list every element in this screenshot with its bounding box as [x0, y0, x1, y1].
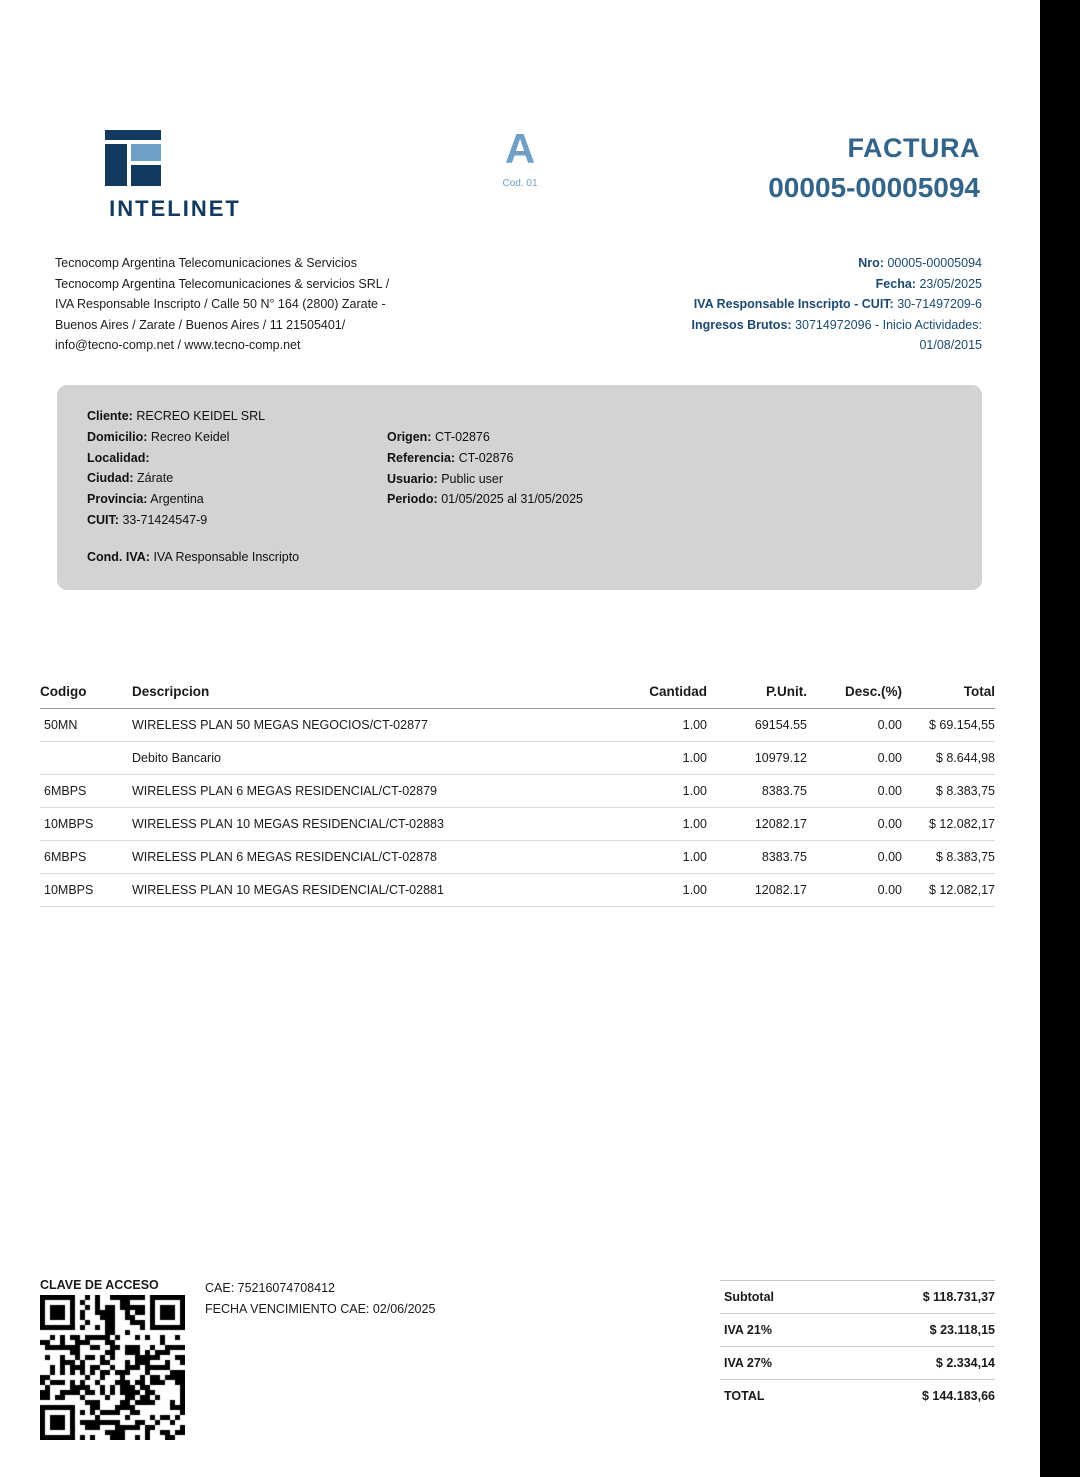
- client-field-value: 01/05/2025 al 31/05/2025: [441, 492, 583, 507]
- qr-code-icon: [40, 1295, 185, 1440]
- client-field-value: Argentina: [150, 492, 204, 507]
- client-field-label: Origen:: [387, 430, 432, 444]
- table-row: [40, 742, 995, 775]
- client-field-label: Usuario:: [387, 471, 438, 486]
- client-field-value: CT-02876: [458, 450, 514, 465]
- client-field-value: Zárate: [137, 471, 174, 486]
- client-field-value: Public user: [441, 471, 504, 486]
- totals-value: $ 118.731,37: [837, 1281, 995, 1314]
- client-field: [87, 468, 265, 489]
- company-line: IVA Responsable Inscripto / Calle 50 N° 164 (2800) Zarate -: [55, 297, 386, 311]
- cell-punit: 12082.17: [707, 808, 807, 841]
- clave-de-acceso-label: CLAVE DE ACCESO: [40, 1278, 159, 1292]
- client-field-label: Domicilio:: [87, 429, 148, 444]
- cell-total: $ 8.383,75: [902, 775, 995, 808]
- client-field: [87, 448, 265, 469]
- invoice-letter: A: [504, 125, 536, 172]
- cell-codigo: 50MN: [40, 709, 132, 742]
- totals-table: [720, 1280, 995, 1412]
- column-header-cantidad: Cantidad: [612, 678, 707, 709]
- cell-descripcion: WIRELESS PLAN 10 MEGAS RESIDENCIAL/CT-02881: [132, 874, 612, 907]
- client-iva-label: Cond. IVA:: [87, 550, 150, 564]
- cell-punit: 10979.12: [707, 742, 807, 775]
- client-field: [87, 510, 265, 531]
- cell-total: $ 12.082,17: [902, 874, 995, 907]
- client-iva-condition: [87, 550, 299, 564]
- cell-cantidad: 1.00: [612, 742, 707, 775]
- fiscal-ingresos-brutos: [562, 315, 982, 336]
- client-field-value: RECREO KEIDEL SRL: [136, 409, 266, 423]
- fiscal-fecha: [562, 274, 982, 295]
- table-row: [40, 874, 995, 907]
- table-row: [40, 775, 995, 808]
- logo-wordmark: INTELINET: [109, 196, 241, 221]
- items-table: [40, 678, 995, 907]
- cell-descripcion: WIRELESS PLAN 6 MEGAS RESIDENCIAL/CT-02879: [132, 775, 612, 808]
- client-field-label: CUIT:: [87, 512, 119, 527]
- cell-descripcion: WIRELESS PLAN 10 MEGAS RESIDENCIAL/CT-02883: [132, 808, 612, 841]
- totals-value: $ 144.183,66: [922, 1389, 995, 1403]
- fiscal-fecha-label: Fecha:: [875, 276, 916, 291]
- cell-total: $ 12.082,17: [902, 808, 995, 841]
- cell-codigo: [40, 742, 132, 775]
- cell-total: $ 8.383,75: [902, 841, 995, 874]
- items-table-head: [40, 678, 995, 709]
- fiscal-condition-label: IVA Responsable Inscripto - CUIT:: [693, 297, 894, 311]
- cell-descuento: 0.00: [807, 841, 902, 874]
- company-line: Buenos Aires / Zarate / Buenos Aires / 11 21505401/: [55, 317, 346, 332]
- cell-descuento: 0.00: [807, 742, 902, 775]
- invoice-number: 00005-00005094: [768, 172, 980, 203]
- client-field-label: Provincia:: [87, 492, 148, 507]
- client-field-label: Periodo:: [387, 492, 438, 507]
- totals-value: $ 23.118,15: [837, 1314, 995, 1347]
- column-header-total: Total: [902, 678, 995, 709]
- cell-punit: 69154.55: [707, 709, 807, 742]
- company-line: info@tecno-comp.net / www.tecno-comp.net: [55, 338, 301, 352]
- cell-descripcion: Debito Bancario: [132, 742, 612, 775]
- cell-codigo: 10MBPS: [40, 808, 132, 841]
- cae-info: [205, 1278, 435, 1320]
- cell-descripcion: WIRELESS PLAN 6 MEGAS RESIDENCIAL/CT-02878: [132, 841, 612, 874]
- company-info: [55, 253, 485, 356]
- fiscal-nro-value: 00005-00005094: [887, 256, 982, 270]
- client-field: [87, 489, 265, 510]
- cell-descuento: 0.00: [807, 775, 902, 808]
- column-header-punit: P.Unit.: [707, 678, 807, 709]
- totals-row: [720, 1314, 995, 1347]
- invoice-letter-block: [470, 125, 570, 189]
- fiscal-info: [562, 253, 982, 356]
- cell-cantidad: 1.00: [612, 808, 707, 841]
- fiscal-ib-label: Ingresos Brutos:: [691, 317, 792, 332]
- invoice-title-block: [768, 133, 980, 204]
- table-row: [40, 709, 995, 742]
- cell-punit: 8383.75: [707, 841, 807, 874]
- cell-total: $ 69.154,55: [902, 709, 995, 742]
- totals-label: IVA 27%: [720, 1347, 837, 1380]
- client-info-box: [57, 385, 982, 590]
- cae-expiry: FECHA VENCIMIENTO CAE: 02/06/2025: [205, 1302, 436, 1316]
- fiscal-condition: [562, 294, 982, 315]
- client-iva-value: IVA Responsable Inscripto: [153, 550, 300, 564]
- cell-punit: 12082.17: [707, 874, 807, 907]
- items-table-body: [40, 709, 995, 907]
- column-header-codigo: Codigo: [40, 678, 132, 709]
- cell-descuento: 0.00: [807, 709, 902, 742]
- invoice-type-title: FACTURA: [847, 133, 980, 163]
- client-field-label: Localidad:: [87, 450, 150, 465]
- fiscal-fecha-value: 23/05/2025: [919, 276, 982, 291]
- fiscal-inicio-actividades: 01/08/2015: [919, 338, 982, 352]
- cell-cantidad: 1.00: [612, 775, 707, 808]
- client-field-label: Cliente:: [87, 409, 133, 423]
- fiscal-nro-label: Nro:: [858, 256, 884, 270]
- client-field: [387, 427, 583, 448]
- cell-cantidad: 1.00: [612, 841, 707, 874]
- client-field: [387, 489, 583, 510]
- company-line: Tecnocomp Argentina Telecomunicaciones & servicios SRL /: [55, 276, 390, 291]
- company-line: Tecnocomp Argentina Telecomunicaciones & Servicios: [55, 256, 358, 270]
- client-field-value: 33-71424547-9: [122, 512, 208, 527]
- table-header-row: [40, 678, 995, 709]
- client-field: [387, 469, 583, 490]
- cell-cantidad: 1.00: [612, 709, 707, 742]
- cell-descuento: 0.00: [807, 874, 902, 907]
- client-info-left: [87, 406, 265, 531]
- cell-codigo: 10MBPS: [40, 874, 132, 907]
- column-header-descuento: Desc.(%): [807, 678, 902, 709]
- fiscal-condition-value: 30-71497209-6: [897, 297, 982, 311]
- totals-row: [720, 1281, 995, 1314]
- company-logo: [60, 130, 290, 222]
- client-field-label: Ciudad:: [87, 471, 134, 486]
- totals-label: TOTAL: [724, 1389, 765, 1403]
- intelinet-logo-icon: [105, 130, 161, 186]
- fiscal-ib-value: 30714972096 - Inicio Actividades:: [795, 317, 982, 332]
- table-row: [40, 841, 995, 874]
- cell-total: $ 8.644,98: [902, 742, 995, 775]
- client-field-value: Recreo Keidel: [150, 429, 230, 444]
- cell-descripcion: WIRELESS PLAN 50 MEGAS NEGOCIOS/CT-02877: [132, 709, 612, 742]
- totals-value: $ 2.334,14: [837, 1347, 995, 1380]
- totals-row: [720, 1380, 995, 1413]
- cell-codigo: 6MBPS: [40, 841, 132, 874]
- client-field-value: CT-02876: [434, 430, 490, 444]
- fiscal-nro: [562, 253, 982, 274]
- cell-codigo: 6MBPS: [40, 775, 132, 808]
- cell-punit: 8383.75: [707, 775, 807, 808]
- column-header-descripcion: Descripcion: [132, 678, 612, 709]
- client-field: [387, 448, 583, 469]
- cell-descuento: 0.00: [807, 808, 902, 841]
- cell-cantidad: 1.00: [612, 874, 707, 907]
- client-field: [87, 406, 265, 427]
- client-field-label: Referencia:: [387, 450, 456, 465]
- totals-label: IVA 21%: [720, 1314, 837, 1347]
- client-field: [87, 427, 265, 448]
- invoice-letter-code: Cod. 01: [502, 178, 538, 189]
- client-info-right: [387, 427, 583, 510]
- table-row: [40, 808, 995, 841]
- cae-number: CAE: 75216074708412: [205, 1281, 335, 1295]
- totals-label: Subtotal: [720, 1281, 837, 1314]
- totals-row: [720, 1347, 995, 1380]
